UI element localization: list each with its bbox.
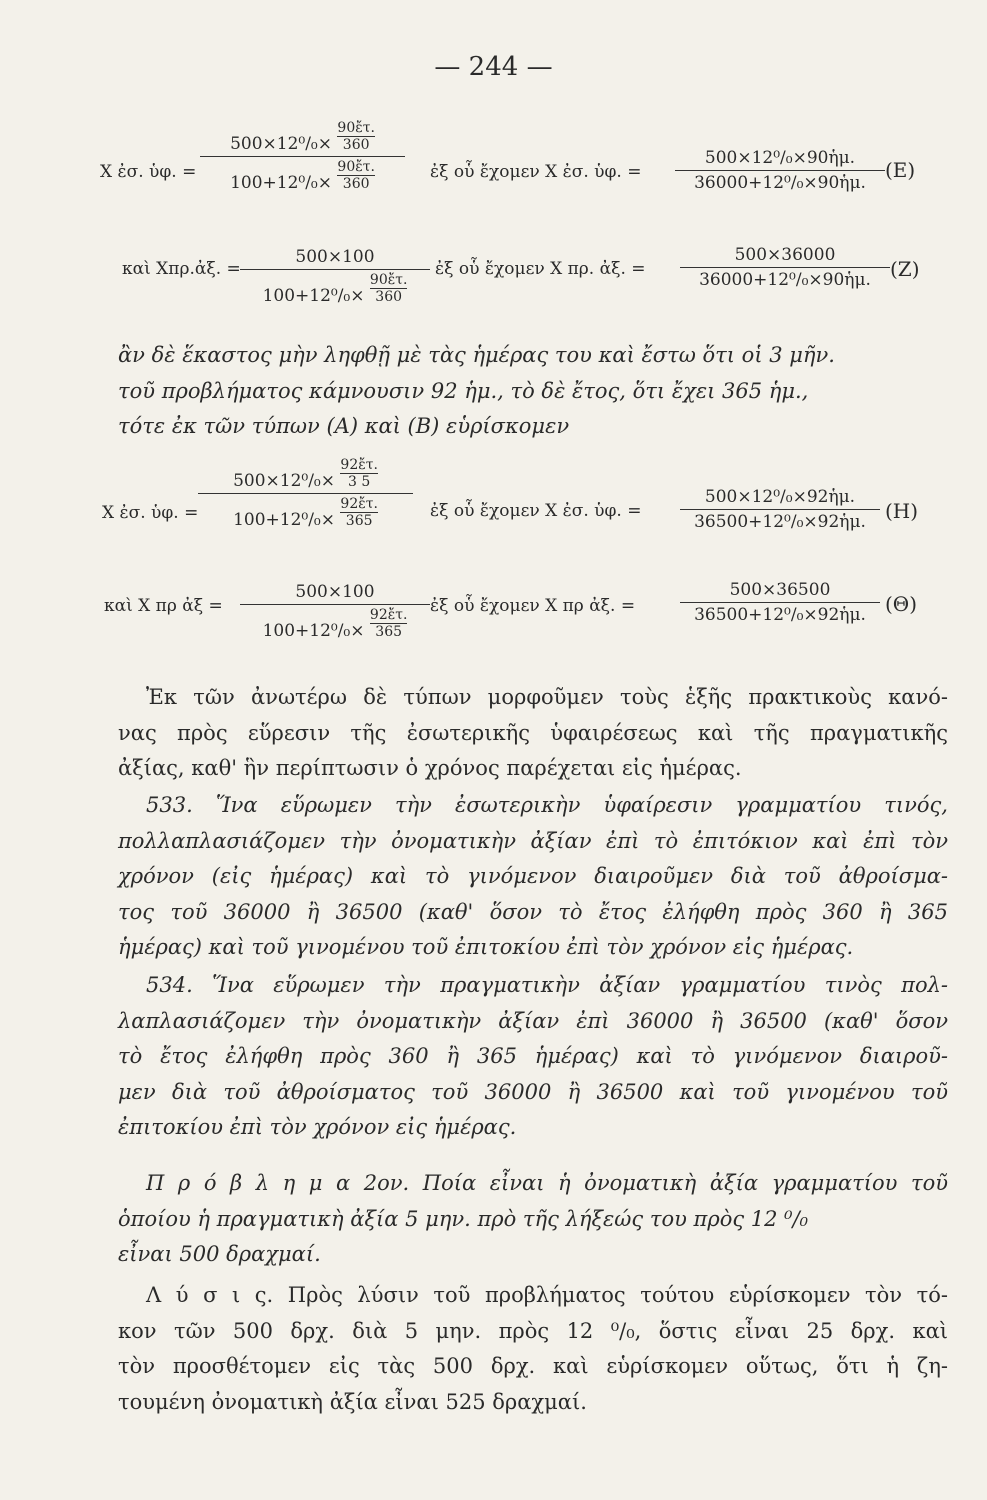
paragraph-534: 534. Ἵνα εὕρωμεν τὴν πραγματικὴν ἀξίαν γραμματίου τινὸς πολ- λαπλασιάζομεν τὴν ὀνοματικὴν ἀξίαν ἐπὶ 36000 ἢ 36500 (καθ' ὅσον τὸ ἔτος ἐλήφθη πρὸς 360 ἢ 365 ἡμέρας) καὶ τὸ γινόμενον διαιροῦ- μεν διὰ τοῦ ἀθροίσματος τοῦ 36000 ἢ 36500 καὶ τοῦ γινομένου τοῦ ἐπιτοκίου ἐπὶ τὸν χρόνον εἰς ἡμέρας. — [118, 973, 948, 1139]
result-fraction: 500×36500 36500+12⁰/₀×92ἡμ. — [680, 580, 880, 625]
fraction: 500×100 100+12⁰/₀× $\frac{\text{92ἔτ.}}{365}$ — [240, 582, 430, 641]
equation-theta — [100, 580, 945, 675]
denominator: 100+12⁰/₀× $\frac{\text{90ἔτ.}}{360}$ — [262, 272, 408, 306]
paragraph-533: 533. Ἵνα εὕρωμεν τὴν ἐσωτερικὴν ὑφαίρεσιν γραμματίου τινός, πολλαπλασιάζομεν τὴν ὀνοματικὴν ἀξίαν ἐπὶ τὸ ἐπιτόκιον καὶ ἐπὶ τὸν χρόνον (εἰς ἡμέρας) καὶ τὸ γινόμενον διαιροῦμεν διὰ τοῦ ἀθροίσμα- τος τοῦ 36000 ἢ 36500 (καθ' ὅσον τὸ ἔτος ἐλήφθη πρὸς 360 ἢ 365 ἡμέρας) καὶ τοῦ γινομένου τοῦ ἐπιτοκίου ἐπὶ τὸν χρόνον εἰς ἡμέρας. — [118, 793, 948, 959]
inner-fraction: $\frac{\text{92ἔτ.}}{3 5}$ — [340, 457, 378, 490]
equation-e — [100, 112, 945, 240]
denominator: 100+12⁰/₀× $\frac{\text{92ἔτ.}}{365}$ — [233, 496, 378, 530]
equation-h — [100, 455, 945, 575]
equation-connector: ἐξ οὗ ἔχομεν X ἐσ. ὑφ. = — [430, 501, 642, 521]
equation-connector: ἐξ οὗ ἔχομεν X πρ. ἀξ. = — [435, 259, 646, 279]
fraction — [198, 457, 413, 530]
fraction: 500×100 100+12⁰/₀× $\frac{\text{90ἔτ.}}{360}$ — [240, 247, 430, 306]
equation-lhs: X ἐσ. ὑφ. = — [102, 503, 199, 523]
equation-connector: ἐξ οὗ ἔχομεν X πρ ἀξ. = — [430, 596, 636, 616]
fraction-bar — [240, 604, 430, 605]
result-fraction: 500×12⁰/₀×90ἡμ. 36000+12⁰/₀×90ἡμ. — [675, 148, 885, 193]
inner-fraction: $\frac{\text{90ἔτ.}}{360}$ — [337, 120, 375, 153]
equation-connector: ἐξ οὗ ἔχομεν X ἐσ. ὑφ. = — [430, 162, 642, 182]
rules-paragraph: Ἐκ τῶν ἀνωτέρω δὲ τύπων μορφοῦμεν τοὺς ἑξῆς πρακτικοὺς κανό- νας πρὸς εὕρεσιν τῆς ἐσωτερικῆς ὑφαιρέσεως καὶ τῆς πραγματικῆς ἀξίας, καθ' ἣν περίπτωσιν ὁ χρόνος παρέχεται εἰς ἡμέρας. — [118, 685, 948, 780]
fraction — [200, 120, 405, 193]
inner-fraction: $\frac{\text{90ἔτ.}}{360}$ — [369, 272, 408, 305]
equation-lhs: καὶ X πρ ἀξ = — [104, 596, 223, 616]
denominator: 100+12⁰/₀× $\frac{\text{92ἔτ.}}{365}$ — [262, 607, 408, 641]
denominator: 100+12⁰/₀× $\frac{\text{90ἔτ.}}{360}$ — [230, 159, 375, 193]
equation-tag: (Θ) — [885, 592, 918, 616]
inner-fraction: $\frac{\text{92ἔτ.}}{365}$ — [369, 607, 408, 640]
result-fraction: 500×36000 36000+12⁰/₀×90ἡμ. — [680, 245, 890, 290]
fraction-bar — [198, 493, 413, 494]
numerator: 500×12⁰/₀× $\frac{\text{90ἔτ.}}{360}$ — [230, 120, 375, 154]
inner-fraction: $\frac{\text{92ἔτ.}}{365}$ — [340, 496, 378, 529]
problem-statement: Π ρ ό β λ η μ α 2ον. Ποία εἶναι ἡ ὀνοματικὴ ἀξία γραμματίου τοῦ ὁποίου ἡ πραγματικὴ ἀξία 5 μην. πρὸ τῆς λήξεώς του πρὸς 12 ⁰/₀ εἶναι 500 δραχμαί. — [118, 1171, 948, 1266]
equation-z — [100, 245, 945, 335]
result-fraction: 500×12⁰/₀×92ἡμ. 36500+12⁰/₀×92ἡμ. — [680, 487, 880, 532]
intro-paragraph: ἂν δὲ ἕκαστος μὴν ληφθῇ μὲ τὰς ἡμέρας του καὶ ἔστω ὅτι οἱ 3 μῆν. τοῦ προβλήματος κάμνουσιν 92 ἡμ., τὸ δὲ ἔτος, ὅτι ἔχει 365 ἡμ., τότε ἐκ τῶν τύπων (A) καὶ (B) εὑρίσκομεν — [118, 343, 835, 438]
equation-tag: (H) — [885, 499, 919, 523]
equation-tag: (Z) — [890, 257, 920, 281]
fraction-bar — [240, 269, 430, 270]
inner-fraction: $\frac{\text{90ἔτ.}}{360}$ — [337, 159, 375, 192]
fraction-bar — [200, 156, 405, 157]
equation-lhs: X ἐσ. ὑφ. = — [100, 162, 197, 182]
page-number: — 244 — — [434, 52, 553, 82]
equation-tag: (E) — [885, 158, 916, 182]
solution-paragraph: Λ ύ σ ι ς. Πρὸς λύσιν τοῦ προβλήματος τούτου εὑρίσκομεν τὸν τό- κον τῶν 500 δρχ. διὰ 5 μην. πρὸς 12 ⁰/₀, ὅστις εἶναι 25 δρχ. καὶ τὸν προσθέτομεν εἰς τὰς 500 δρχ. καὶ εὑρίσκομεν οὕτως, ὅτι ἡ ζη- τουμένη ὀνοματικὴ ἀξία εἶναι 525 δραχμαί. — [118, 1283, 948, 1414]
numerator: 500×12⁰/₀× $\frac{\text{92ἔτ.}}{3 5}$ — [233, 457, 378, 491]
equation-lhs: καὶ Xπρ.ἀξ. = — [122, 259, 241, 279]
